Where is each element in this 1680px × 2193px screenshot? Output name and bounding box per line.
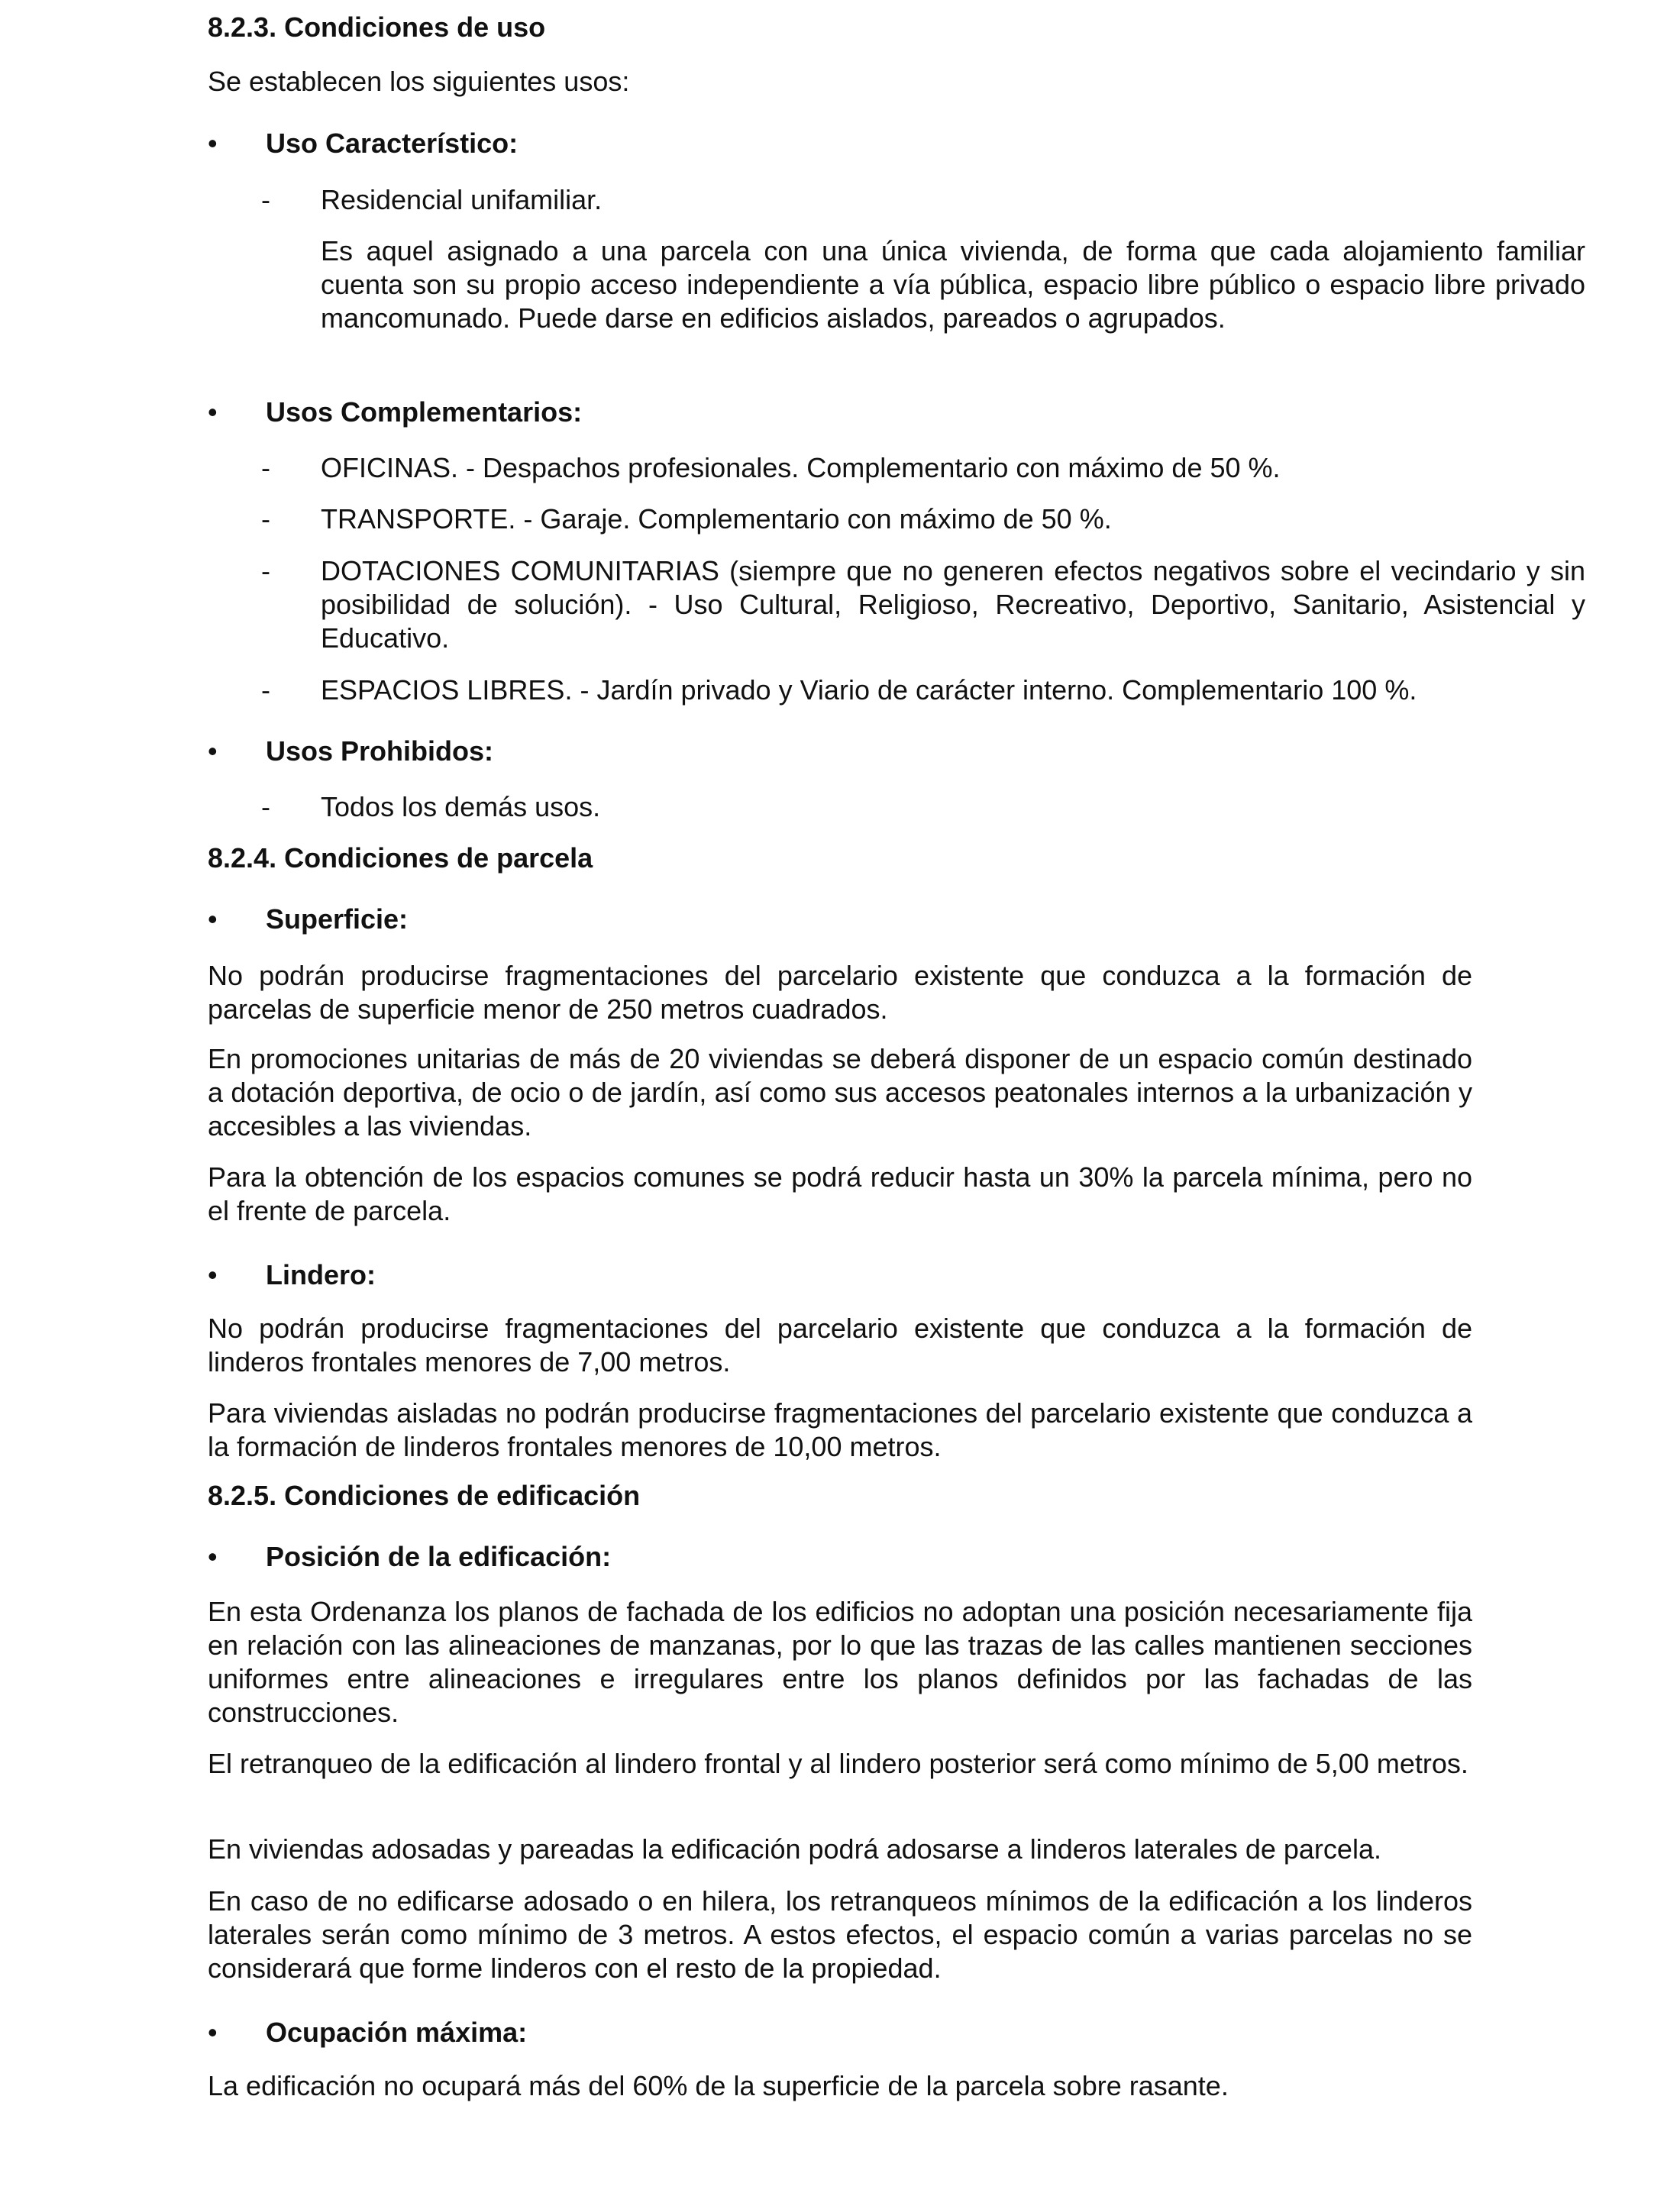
- paragraph: En esta Ordenanza los planos de fachada de los edificios no adoptan una posición necesariamente fija en relación con las alineaciones de manzanas, por lo que las trazas de las calles mantienen secciones uniformes entre alineaciones e irregulares entre los planos definidos por las fachadas de las construcciones.: [208, 1596, 1472, 1728]
- paragraph: Para viviendas aisladas no podrán producirse fragmentaciones del parcelario existente que conduzca a la formación de linderos frontales menores de 10,00 metros.: [208, 1397, 1472, 1462]
- bullet-usos-complementarios: [208, 396, 582, 429]
- bullet-icon: •: [208, 396, 218, 428]
- bullet-superficie: [208, 903, 408, 936]
- bullet-title: Usos Complementarios:: [266, 396, 583, 428]
- list-item: [208, 502, 1585, 536]
- section-heading-8-2-5: 8.2.5. Condiciones de edificación: [208, 1480, 641, 1511]
- bullet-uso-caracteristico: [208, 127, 518, 160]
- paragraph: En viviendas adosadas y pareadas la edificación podrá adosarse a linderos laterales de parcela.: [208, 1833, 1381, 1865]
- bullet-title: Uso Característico:: [266, 128, 519, 159]
- list-item-text: ESPACIOS LIBRES. - Jardín privado y Viario de carácter interno. Complementario 100 %.: [321, 674, 1417, 706]
- paragraph: En promociones unitarias de más de 20 viviendas se deberá disponer de un espacio común destinado a dotación deportiva, de ocio o de jardín, así como sus accesos peatonales internos a la urbanización y accesibles a las viviendas.: [208, 1043, 1472, 1142]
- paragraph: Para la obtención de los espacios comunes se podrá reducir hasta un 30% la parcela mínima, pero no el frente de parcela.: [208, 1161, 1472, 1226]
- paragraph: El retranqueo de la edificación al lindero frontal y al lindero posterior será como mínimo de 5,00 metros.: [208, 1748, 1468, 1779]
- list-item: [208, 451, 1585, 485]
- bullet-icon: •: [208, 903, 218, 935]
- dash-icon: -: [261, 184, 270, 215]
- bullet-posicion: [208, 1540, 611, 1574]
- uso-caracteristico-description: Es aquel asignado a una parcela con una única vivienda, de forma que cada alojamiento familiar cuenta son su propio acceso independiente a vía pública, espacio libre público o espacio libre privado mancomunado. Puede darse en edificios aislados, pareados o agrupados.: [321, 235, 1585, 334]
- intro-text: Se establecen los siguientes usos:: [208, 66, 630, 97]
- list-item-text: Residencial unifamiliar.: [321, 184, 603, 215]
- list-item: [208, 673, 1585, 707]
- dash-icon: -: [261, 791, 270, 822]
- list-item-text: Todos los demás usos.: [321, 791, 601, 822]
- paragraph: En caso de no edificarse adosado o en hilera, los retranqueos mínimos de la edificación a los linderos laterales serán como mínimo de 3 metros. A estos efectos, el espacio común a varias parcelas no se considerará que forme linderos con el resto de la propiedad.: [208, 1885, 1472, 1984]
- list-item: [208, 554, 1585, 655]
- bullet-icon: •: [208, 2017, 218, 2048]
- paragraph: La edificación no ocupará más del 60% de la superficie de la parcela sobre rasante.: [208, 2070, 1229, 2101]
- bullet-icon: •: [208, 128, 218, 159]
- list-item: [208, 183, 1585, 217]
- list-item-text: OFICINAS. - Despachos profesionales. Complementario con máximo de 50 %.: [321, 452, 1281, 483]
- dash-icon: -: [261, 555, 270, 586]
- bullet-title: Usos Prohibidos:: [266, 735, 494, 767]
- bullet-icon: •: [208, 1259, 218, 1290]
- bullet-usos-prohibidos: [208, 735, 493, 768]
- bullet-ocupacion: [208, 2016, 527, 2049]
- list-item: [208, 790, 1585, 824]
- bullet-title: Ocupación máxima:: [266, 2017, 528, 2048]
- bullet-title: Posición de la edificación:: [266, 1541, 612, 1572]
- paragraph: No podrán producirse fragmentaciones del parcelario existente que conduzca a la formación de linderos frontales menores de 7,00 metros.: [208, 1313, 1472, 1377]
- dash-icon: -: [261, 503, 270, 535]
- paragraph: No podrán producirse fragmentaciones del parcelario existente que conduzca a la formación de parcelas de superficie menor de 250 metros cuadrados.: [208, 960, 1472, 1025]
- dash-icon: -: [261, 674, 270, 706]
- bullet-icon: •: [208, 1541, 218, 1572]
- section-heading-8-2-3: 8.2.3. Condiciones de uso: [208, 11, 546, 43]
- list-item-text: TRANSPORTE. - Garaje. Complementario con máximo de 50 %.: [321, 503, 1112, 535]
- bullet-icon: •: [208, 735, 218, 767]
- section-heading-8-2-4: 8.2.4. Condiciones de parcela: [208, 842, 593, 874]
- list-item-text: DOTACIONES COMUNITARIAS (siempre que no generen efectos negativos sobre el vecindario y sin posibilidad de solución). - Uso Cultural, Religioso, Recreativo, Deportivo, Sanitario, Asistencial y Educativo.: [321, 555, 1585, 654]
- bullet-title: Superficie:: [266, 903, 409, 935]
- dash-icon: -: [261, 452, 270, 483]
- bullet-lindero: [208, 1258, 376, 1292]
- bullet-title: Lindero:: [266, 1259, 376, 1290]
